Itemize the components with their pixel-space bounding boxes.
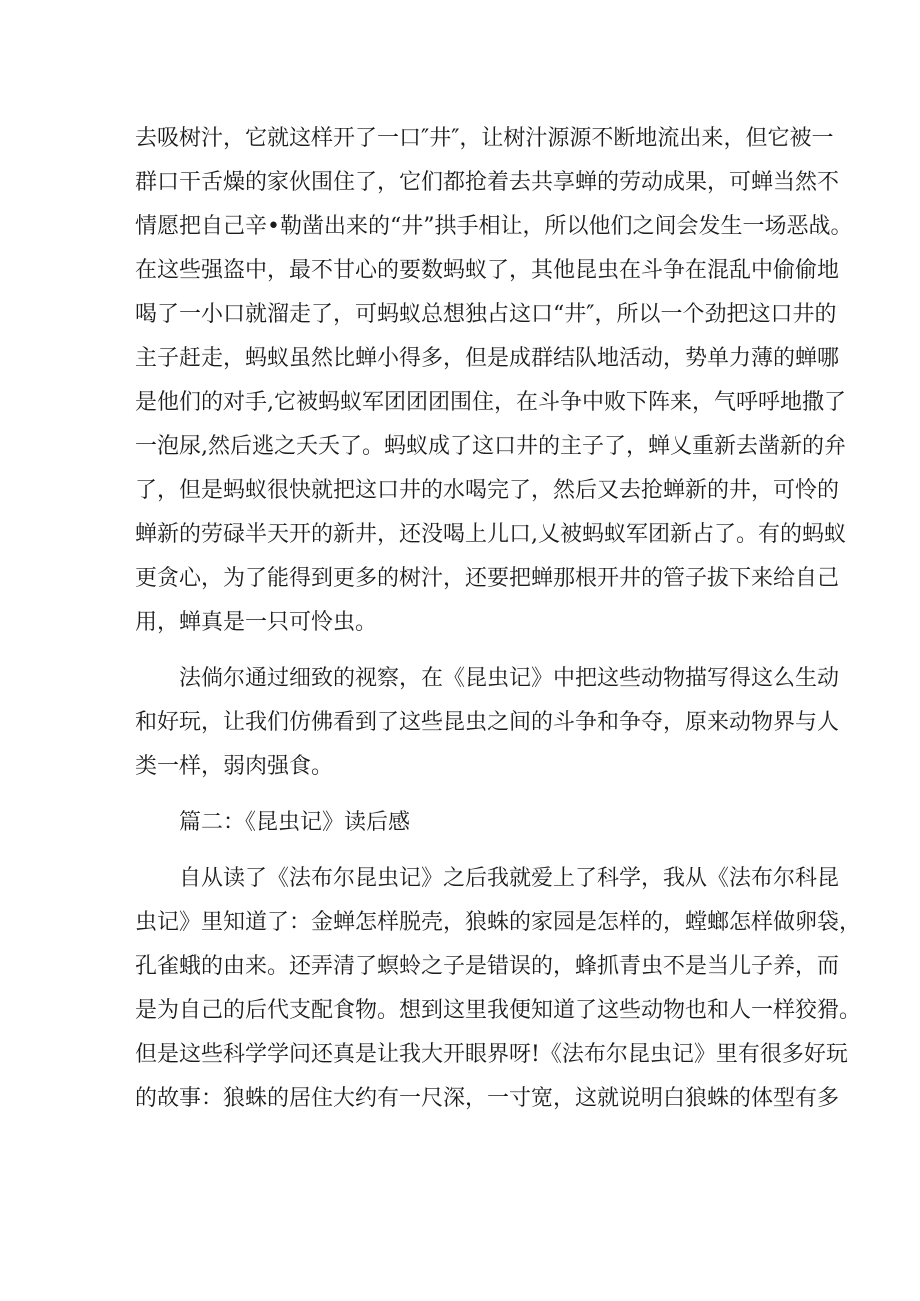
paragraph-2-line: 法倘尔通过细致的视察，在《昆虫记》中把这些动物描写得这么生动 bbox=[179, 666, 840, 691]
paragraph-1-line: 去吸树汁，它就这样开了一口″井″，让树汁源源不断地流出来，但它被一 bbox=[135, 126, 834, 151]
paragraph-2-line: 和好玩，让我们仿佛看到了这些昆虫之间的斗争和争夺，原来动物界与人 bbox=[135, 710, 840, 735]
paragraph-1-line: 群口干舌燥的家伙围住了，它们都抢着去共享蝉的劳动成果，可蝉当然不 bbox=[135, 170, 840, 195]
paragraph-2-line: 类一样，弱肉强食。 bbox=[135, 754, 334, 779]
paragraph-1-line: 一泡尿,然后逃之夭夭了。蚂蚁成了这口井的主子了，蝉乂重新去凿新的弁 bbox=[135, 434, 846, 459]
document-body bbox=[135, 117, 862, 1121]
paragraph-1-line: 用，蝉真是一只可怜虫。 bbox=[135, 610, 378, 635]
paragraph-3-line: 的故事：狼蛛的居住大约有一尺深，一寸宽，这就说明白狼蛛的体型有多 bbox=[135, 1086, 840, 1111]
paragraph-3-line: 但是这些科学学问还真是让我大开眼界呀!《法布尔昆虫记》里有很多好玩 bbox=[135, 1042, 848, 1067]
paragraph-1-line: 主子赶走，蚂蚁虽然比蝉小得多，但是成群结队地活动，势单力薄的蝉哪 bbox=[135, 346, 840, 371]
section-heading: 篇二：《昆虫记》读后感 bbox=[179, 810, 411, 835]
paragraph-3-line: 是为自己的后代支配食物。想到这里我便知道了这些动物也和人一样狡猾。 bbox=[135, 998, 862, 1023]
paragraph-1-line: 在这些强盗中，最不甘心的要数蚂蚁了，其他昆虫在斗争在混乱中偷偷地 bbox=[135, 258, 840, 283]
paragraph-1-line: 蝉新的劳碌半天开的新井，还没喝上儿口,乂被蚂蚁军团新占了。有的蚂蚁 bbox=[135, 522, 846, 547]
paragraph-3-line: 虫记》里知道了：金蝉怎样脱壳，狼蛛的家园是怎样的，螳螂怎样做卵袋， bbox=[135, 910, 862, 935]
paragraph-1-line: 了，但是蚂蚁很快就把这口井的水喝完了，然后又去抢蝉新的井，可怜的 bbox=[135, 478, 840, 503]
paragraph-3-line: 自从读了《法布尔昆虫记》之后我就爱上了科学，我从《法布尔科昆 bbox=[179, 866, 840, 891]
paragraph-1-line: 情愿把自己辛•勒凿出来的“井”拱手相让，所以他们之间会发生一场恶战。 bbox=[135, 214, 853, 239]
paragraph-1-line: 是他们的对手,它被蚂蚁军团团团围住，在斗争中败下阵来，气呼呼地撒了 bbox=[135, 390, 846, 415]
paragraph-1-line: 喝了一小口就溜走了，可蚂蚁总想独占这口“井″，所以一个劲把这口井的 bbox=[135, 302, 837, 327]
paragraph-1-line: 更贪心，为了能得到更多的树汁，还要把蝉那根开井的管子拔下来给自己 bbox=[135, 566, 840, 591]
paragraph-3-line: 孔雀蛾的由来。还弄清了螟蛉之子是错误的，蜂抓青虫不是当儿子养，而 bbox=[135, 954, 840, 979]
